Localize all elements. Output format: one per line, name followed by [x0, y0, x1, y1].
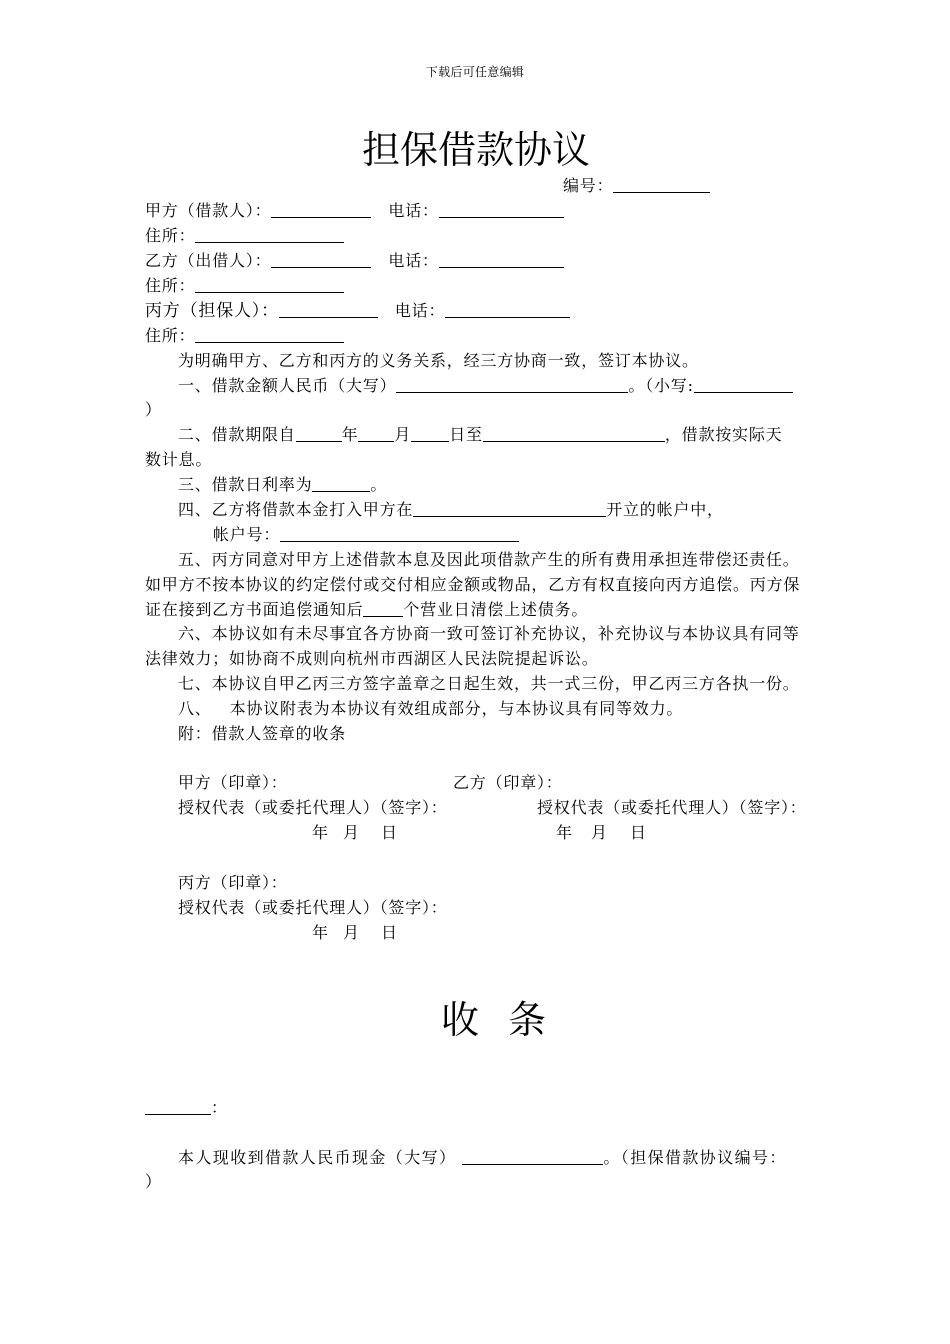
- party-a-authorized-signature: 授权代表（或委托代理人）（签字）：: [178, 798, 448, 817]
- party-b-seal: 乙方（印章）：: [453, 773, 563, 792]
- clause-8-text: 本协议附表为本协议有效组成部分，与本协议具有同等效力。: [229, 699, 684, 718]
- party-a-row: [145, 201, 564, 221]
- party-b-date-year: 年: [556, 823, 573, 842]
- party-c-date-day: 日: [381, 923, 398, 942]
- account-number-blank: [280, 526, 519, 542]
- start-month-blank: [358, 426, 394, 442]
- clause-8-number: 八、: [178, 699, 212, 718]
- header-note: 下载后可任意编辑: [425, 65, 525, 79]
- clause-5-line-3-suffix: 个营业日清偿上述债务。: [403, 600, 589, 619]
- party-b-address-row: [145, 276, 344, 296]
- clause-6-line-1: 六、本协议如有未尽事宜各方协商一致可签订补充协议，补充协议与本协议具有同等: [178, 624, 800, 643]
- bank-name-blank: [413, 501, 606, 517]
- clause-1-close: ）: [145, 400, 162, 419]
- party-c-address-blank: [195, 327, 344, 343]
- receipt-recipient-row: [145, 1098, 228, 1118]
- clause-1: [178, 376, 793, 396]
- receipt-body-suffix: 。（担保借款协议编号：: [603, 1148, 787, 1167]
- receipt-body: [178, 1148, 787, 1168]
- document-title: 担保借款协议: [361, 128, 590, 172]
- party-c-phone-blank: [445, 302, 570, 318]
- contract-number-label: 编号：: [563, 176, 614, 195]
- clause-2-continuation: 数计息。: [145, 450, 213, 469]
- account-number-row: [213, 525, 519, 545]
- receipt-amount-blank: [462, 1149, 603, 1165]
- party-c-label: 丙方（担保人）：: [145, 301, 279, 321]
- clause-5-line-3: [145, 600, 588, 620]
- party-a-phone-blank: [439, 202, 564, 218]
- party-a-seal: 甲方（印章）：: [178, 773, 288, 792]
- clause-6-line-2: 法律效力；如协商不成则向杭州市西湖区人民法院提起诉讼。: [145, 649, 599, 668]
- clause-3-prefix: 三、借款日利率为: [178, 475, 313, 494]
- clause-4-suffix: 开立的帐户中，: [606, 500, 724, 519]
- party-c-authorized-signature: 授权代表（或委托代理人）（签字）：: [178, 898, 448, 917]
- clause-2-year: 年: [341, 425, 359, 444]
- clause-5-line-3-prefix: 证在接到乙方书面追偿通知后: [145, 600, 364, 619]
- attachment-note: 附：借款人签章的收条: [178, 724, 347, 743]
- receipt-body-prefix: 本人现收到借款人民币现金（大写）: [178, 1148, 457, 1167]
- party-b-date-month: 月: [591, 823, 608, 842]
- party-b-date-day: 日: [630, 823, 647, 842]
- start-year-blank: [296, 426, 342, 442]
- business-days-blank: [363, 601, 403, 617]
- recipient-name-blank: [145, 1099, 211, 1115]
- party-c-seal: 丙方（印章）：: [178, 873, 288, 892]
- clause-2-suffix: ，借款按实际天: [664, 425, 783, 444]
- party-b-row: [145, 251, 564, 271]
- receipt-title-char-1: 收: [441, 998, 480, 1042]
- daily-rate-blank: [312, 476, 370, 492]
- party-b-address-blank: [195, 277, 344, 293]
- clause-7: 七、本协议自甲乙丙三方签字盖章之日起生效，共一式三份，甲乙丙三方各执一份。: [178, 674, 800, 693]
- clause-3: [178, 475, 387, 495]
- party-a-date-day: 日: [381, 823, 398, 842]
- contract-number-row: [563, 176, 710, 196]
- receipt-title-char-2: 条: [508, 998, 547, 1042]
- clause-1-middle: 。（小写:: [628, 376, 694, 395]
- party-c-name-blank: [279, 302, 378, 318]
- party-c-address-row: [145, 326, 344, 346]
- end-date-blank: [483, 426, 665, 442]
- party-a-address-row: [145, 226, 344, 246]
- party-a-date-month: 月: [343, 823, 360, 842]
- clause-3-suffix: 。: [370, 475, 388, 494]
- start-day-blank: [411, 426, 449, 442]
- party-a-address-label: 住所：: [145, 226, 196, 245]
- contract-number-blank: [613, 177, 710, 193]
- party-b-address-label: 住所：: [145, 276, 196, 295]
- clause-2-prefix: 二、借款期限自: [178, 425, 296, 444]
- intro-paragraph: 为明确甲方、乙方和丙方的义务关系，经三方协商一致，签订本协议。: [178, 351, 699, 370]
- party-c-date-year: 年: [312, 923, 329, 942]
- clause-5-line-2: 如甲方不按本协议的约定偿付或交付相应金额或物品，乙方有权直接向丙方追偿。丙方保: [145, 575, 801, 594]
- receipt-recipient-suffix: ：: [211, 1098, 228, 1117]
- party-b-name-blank: [271, 252, 371, 268]
- amount-lowercase-blank: [694, 377, 793, 393]
- clause-2-month: 月: [394, 425, 412, 444]
- clause-8: [178, 699, 683, 719]
- amount-uppercase-blank: [396, 377, 628, 393]
- party-a-label: 甲方（借款人）：: [145, 201, 272, 220]
- party-c-date-month: 月: [343, 923, 360, 942]
- party-a-phone-label: 电话：: [388, 201, 439, 220]
- party-c-address-label: 住所：: [145, 326, 196, 345]
- receipt-close: ）: [145, 1172, 162, 1191]
- clause-1-prefix: 一、借款金额人民币（大写）: [178, 376, 397, 395]
- clause-5-line-1: 五、丙方同意对甲方上述借款本息及因此项借款产生的所有费用承担连带偿还责任。: [178, 550, 800, 569]
- party-c-phone-label: 电话：: [394, 301, 446, 320]
- party-b-phone-label: 电话：: [388, 251, 439, 270]
- party-b-phone-blank: [439, 252, 564, 268]
- party-a-address-blank: [195, 227, 344, 243]
- party-a-name-blank: [271, 202, 371, 218]
- clause-4-prefix: 四、乙方将借款本金打入甲方在: [178, 500, 414, 519]
- clause-2: [178, 425, 782, 445]
- party-c-row: [145, 301, 570, 321]
- party-b-authorized-signature: 授权代表（或委托代理人）（签字）：: [537, 798, 807, 817]
- party-b-label: 乙方（出借人）：: [145, 251, 272, 270]
- party-a-date-year: 年: [312, 823, 329, 842]
- clause-2-day-to: 日至: [449, 425, 483, 444]
- clause-4: [178, 500, 724, 520]
- account-number-label: 帐户号：: [213, 525, 281, 544]
